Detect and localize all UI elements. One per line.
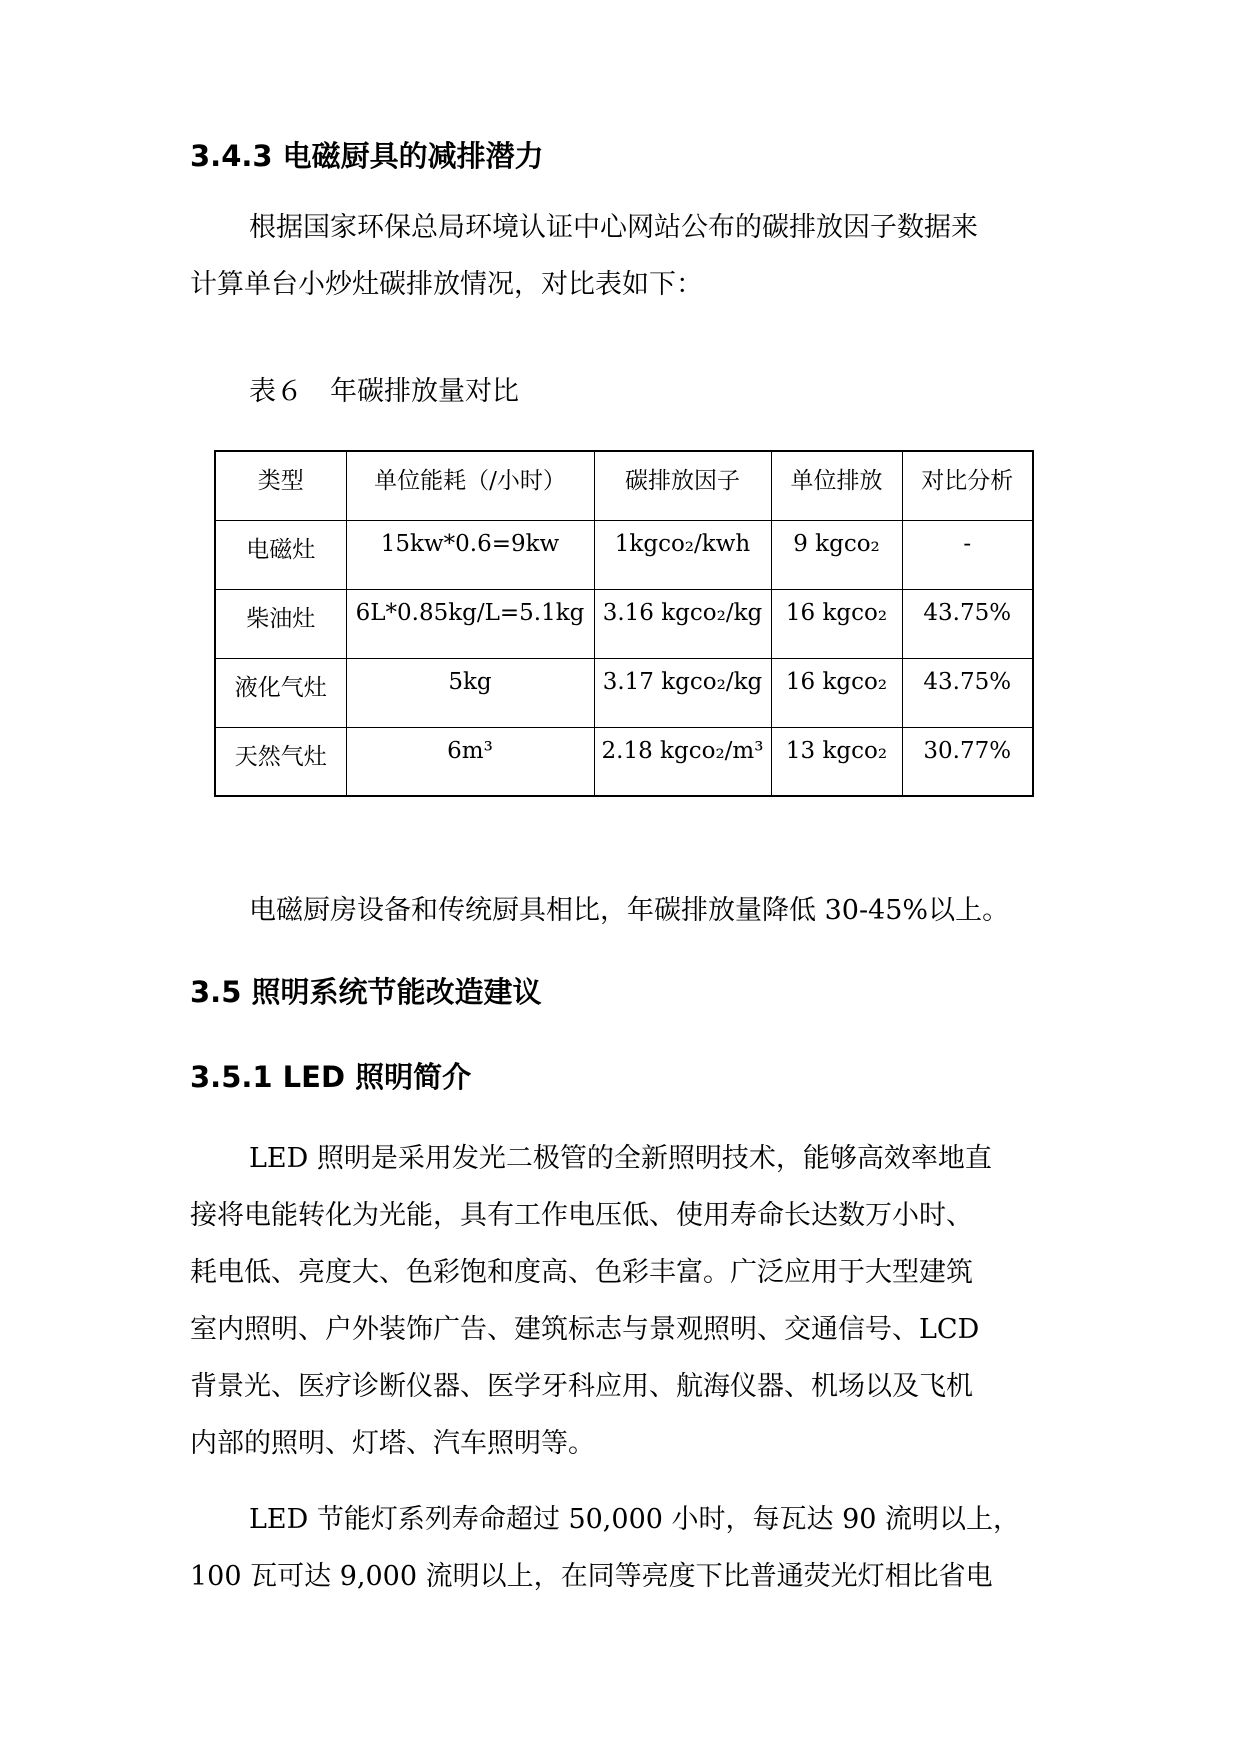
carbon-emission-table [214, 450, 1034, 797]
table-cell: 15kw*0.6=9kw [346, 520, 594, 589]
led-intro-line-5: 背景光、医疗诊断仪器、医学牙科应用、航海仪器、机场以及飞机 [190, 1371, 973, 1402]
table-cell: 6m³ [346, 727, 594, 796]
led-lifespan-line-1: LED 节能灯系列寿命超过 50,000 小时，每瓦达 90 流明以上， [249, 1504, 1021, 1535]
led-lifespan-paragraph [190, 1491, 1050, 1605]
intro-paragraph [190, 199, 1050, 313]
table-cell: 43.75% [902, 589, 1033, 658]
intro-line-2: 计算单台小炒灶碳排放情况，对比表如下： [190, 269, 703, 300]
table-cell: 16 kgco₂ [771, 589, 902, 658]
table-caption: 表６ 年碳排放量对比 [249, 376, 519, 407]
section-heading-3-4-3: 3.4.3 电磁厨具的减排潜力 [190, 139, 544, 173]
table-cell: 13 kgco₂ [771, 727, 902, 796]
table-cell: 1kgco₂/kwh [594, 520, 771, 589]
led-intro-line-2: 接将电能转化为光能，具有工作电压低、使用寿命长达数万小时、 [190, 1200, 973, 1231]
table-cell: 电磁灶 [215, 520, 346, 589]
led-intro-line-6: 内部的照明、灯塔、汽车照明等。 [190, 1428, 595, 1459]
table-cell: - [902, 520, 1033, 589]
table-header-cell: 类型 [215, 451, 346, 520]
led-intro-line-4: 室内照明、户外装饰广告、建筑标志与景观照明、交通信号、LCD [190, 1314, 980, 1345]
led-intro-line-3: 耗电低、亮度大、色彩饱和度高、色彩丰富。广泛应用于大型建筑 [190, 1257, 973, 1288]
table-cell: 液化气灶 [215, 658, 346, 727]
table-cell: 5kg [346, 658, 594, 727]
intro-line-1: 根据国家环保总局环境认证中心网站公布的碳排放因子数据来 [249, 212, 978, 243]
table-cell: 3.17 kgco₂/kg [594, 658, 771, 727]
table-cell: 天然气灶 [215, 727, 346, 796]
table-row [215, 727, 1033, 796]
table-cell: 2.18 kgco₂/m³ [594, 727, 771, 796]
table-row [215, 589, 1033, 658]
table-cell: 3.16 kgco₂/kg [594, 589, 771, 658]
table-cell: 16 kgco₂ [771, 658, 902, 727]
table-cell: 6L*0.85kg/L=5.1kg [346, 589, 594, 658]
led-lifespan-line-2: 100 瓦可达 9,000 流明以上，在同等亮度下比普通荧光灯相比省电 [190, 1561, 993, 1592]
table-row [215, 658, 1033, 727]
table-header-cell: 单位排放 [771, 451, 902, 520]
table-row [215, 520, 1033, 589]
table-cell: 43.75% [902, 658, 1033, 727]
conclusion-paragraph [190, 882, 1050, 939]
section-heading-3-5: 3.5 照明系统节能改造建议 [190, 975, 542, 1009]
table-header-cell: 对比分析 [902, 451, 1033, 520]
table-cell: 9 kgco₂ [771, 520, 902, 589]
section-heading-3-5-1: 3.5.1 LED 照明简介 [190, 1060, 472, 1094]
led-intro-line-1: LED 照明是采用发光二极管的全新照明技术，能够高效率地直 [249, 1143, 992, 1174]
table-cell: 柴油灶 [215, 589, 346, 658]
conclusion-line: 电磁厨房设备和传统厨具相比，年碳排放量降低 30-45%以上。 [249, 895, 1010, 926]
table-cell: 30.77% [902, 727, 1033, 796]
table-header-cell: 碳排放因子 [594, 451, 771, 520]
table-header-row [215, 451, 1033, 520]
table-header-cell: 单位能耗（/小时） [346, 451, 594, 520]
led-intro-paragraph [190, 1130, 1050, 1472]
